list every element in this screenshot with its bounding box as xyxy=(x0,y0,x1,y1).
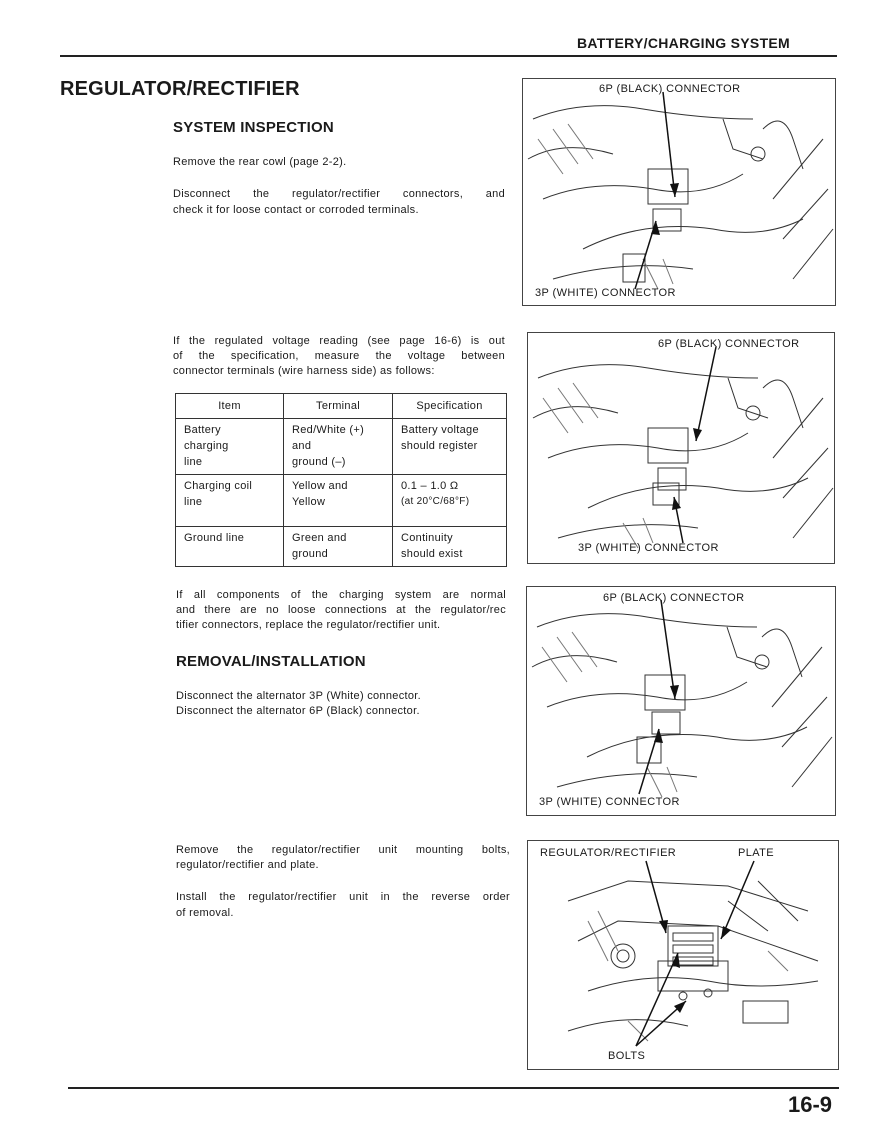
removal-line-3: Remove the regulator/rectifier unit mounting bolts, xyxy=(176,844,510,856)
inspection-step-2-line-1: Disconnect the regulator/rectifier connectors, and xyxy=(173,188,505,200)
table-cell-item: Battery charging line xyxy=(176,419,284,475)
table-header-row xyxy=(176,394,507,419)
voltage-note-line-2: of the specification, measure the voltage between xyxy=(173,350,505,362)
removal-line-1: Disconnect the alternator 3P (White) connector. xyxy=(176,690,422,702)
figure-1-3p-connector-label: 3P (WHITE) CONNECTOR xyxy=(535,287,676,299)
regulator-rectifier-illustration xyxy=(528,841,838,1069)
connector-figure-1 xyxy=(522,78,836,306)
regulator-rectifier-figure xyxy=(527,840,839,1070)
spec-table xyxy=(175,393,507,567)
connector-illustration xyxy=(528,333,834,563)
section-header: BATTERY/CHARGING SYSTEM xyxy=(577,35,791,51)
inspection-step-1: Remove the rear cowl (page 2-2). xyxy=(173,156,347,168)
figure-4-plate-label: PLATE xyxy=(738,847,775,859)
inspection-step-2-line-2: check it for loose contact or corroded terminals. xyxy=(173,204,419,216)
normal-note-line-2: and there are no loose connections at the regulator/rec xyxy=(176,604,506,616)
table-cell-spec: Battery voltage should register xyxy=(393,419,507,475)
page-number: 16-9 xyxy=(788,1092,833,1117)
removal-line-5: Install the regulator/rectifier unit in the reverse order xyxy=(176,891,510,903)
removal-line-2: Disconnect the alternator 6P (Black) connector. xyxy=(176,705,420,717)
figure-3-6p-connector-label: 6P (BLACK) CONNECTOR xyxy=(603,592,745,604)
connector-figure-3 xyxy=(526,586,836,816)
removal-line-4: regulator/rectifier and plate. xyxy=(176,859,319,871)
figure-2-6p-connector-label: 6P (BLACK) CONNECTOR xyxy=(658,338,800,350)
header-rule xyxy=(60,55,837,57)
table-cell-terminal: Green and ground xyxy=(284,527,393,567)
figure-4-bolts-label: BOLTS xyxy=(608,1050,646,1062)
removal-line-6: of removal. xyxy=(176,907,234,919)
connector-illustration xyxy=(523,79,835,305)
system-inspection-heading: SYSTEM INSPECTION xyxy=(173,119,334,136)
table-cell-terminal: Yellow and Yellow xyxy=(284,475,393,527)
removal-installation-heading: REMOVAL/INSTALLATION xyxy=(176,653,366,670)
table-cell-item: Ground line xyxy=(176,527,284,567)
table-cell-item: Charging coil line xyxy=(176,475,284,527)
table-row xyxy=(176,419,507,475)
normal-note-line-1: If all components of the charging system are normal xyxy=(176,589,506,601)
voltage-note-line-1: If the regulated voltage reading (see page 16-6) is out xyxy=(173,335,505,347)
table-row xyxy=(176,475,507,527)
table-header-terminal: Terminal xyxy=(284,394,393,419)
figure-4-regulator-rectifier-label: REGULATOR/RECTIFIER xyxy=(540,847,677,859)
figure-3-3p-connector-label: 3P (WHITE) CONNECTOR xyxy=(539,796,680,808)
normal-note-line-3: tifier connectors, replace the regulator/rectifier unit. xyxy=(176,619,441,631)
table-header-specification: Specification xyxy=(393,394,507,419)
footer-rule xyxy=(68,1087,839,1089)
connector-illustration xyxy=(527,587,835,815)
connector-figure-2 xyxy=(527,332,835,564)
table-cell-spec: Continuity should exist xyxy=(393,527,507,567)
voltage-note-line-3: connector terminals (wire harness side) as follows: xyxy=(173,365,435,377)
figure-2-3p-connector-label: 3P (WHITE) CONNECTOR xyxy=(578,542,719,554)
table-cell-spec: 0.1 – 1.0 Ω (at 20°C/68°F) xyxy=(393,475,507,527)
table-row xyxy=(176,527,507,567)
table-cell-terminal: Red/White (+) and ground (–) xyxy=(284,419,393,475)
figure-1-6p-connector-label: 6P (BLACK) CONNECTOR xyxy=(599,83,741,95)
page-title: REGULATOR/RECTIFIER xyxy=(60,78,300,100)
table-header-item: Item xyxy=(176,394,284,419)
